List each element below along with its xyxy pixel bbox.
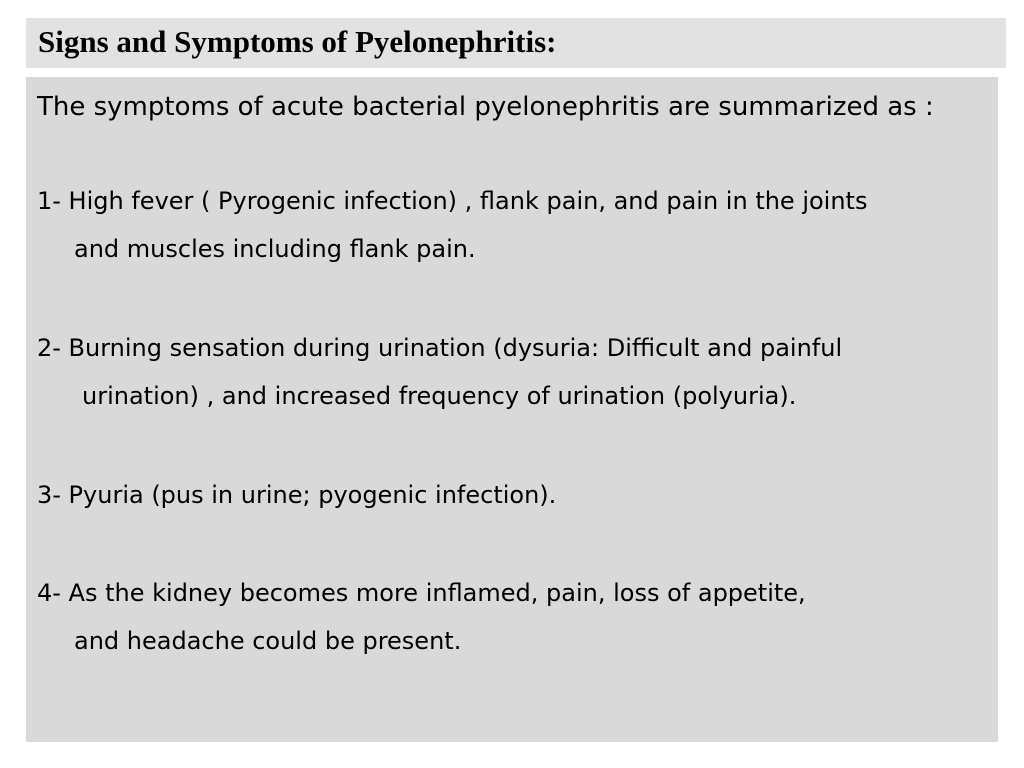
symptom-item-4 [37, 569, 806, 665]
intro-paragraph: The symptoms of acute bacterial pyelonephritis are summarized as : [37, 92, 934, 122]
symptom-item-2 [37, 324, 842, 420]
slide-title: Signs and Symptoms of Pyelonephritis: [38, 24, 557, 59]
symptom-item-1-line-1: 1- High fever ( Pyrogenic infection) , flank pain, and pain in the joints [37, 187, 868, 215]
symptom-item-4-line-2: and headache could be present. [74, 627, 462, 655]
symptom-item-4-line-1: 4- As the kidney becomes more inflamed, pain, loss of appetite, [37, 579, 806, 607]
symptom-item-3-line-1: 3- Pyuria (pus in urine; pyogenic infection). [37, 481, 557, 509]
content-box [26, 77, 998, 742]
symptom-item-3 [37, 471, 556, 519]
symptom-item-1-line-2: and muscles including flank pain. [74, 235, 476, 263]
symptom-item-2-line-2: urination) , and increased frequency of urination (polyuria). [82, 382, 797, 410]
title-bar [26, 18, 1006, 68]
symptom-item-2-line-1: 2- Burning sensation during urination (dysuria: Difficult and painful [37, 334, 843, 362]
symptom-item-1 [37, 177, 867, 273]
